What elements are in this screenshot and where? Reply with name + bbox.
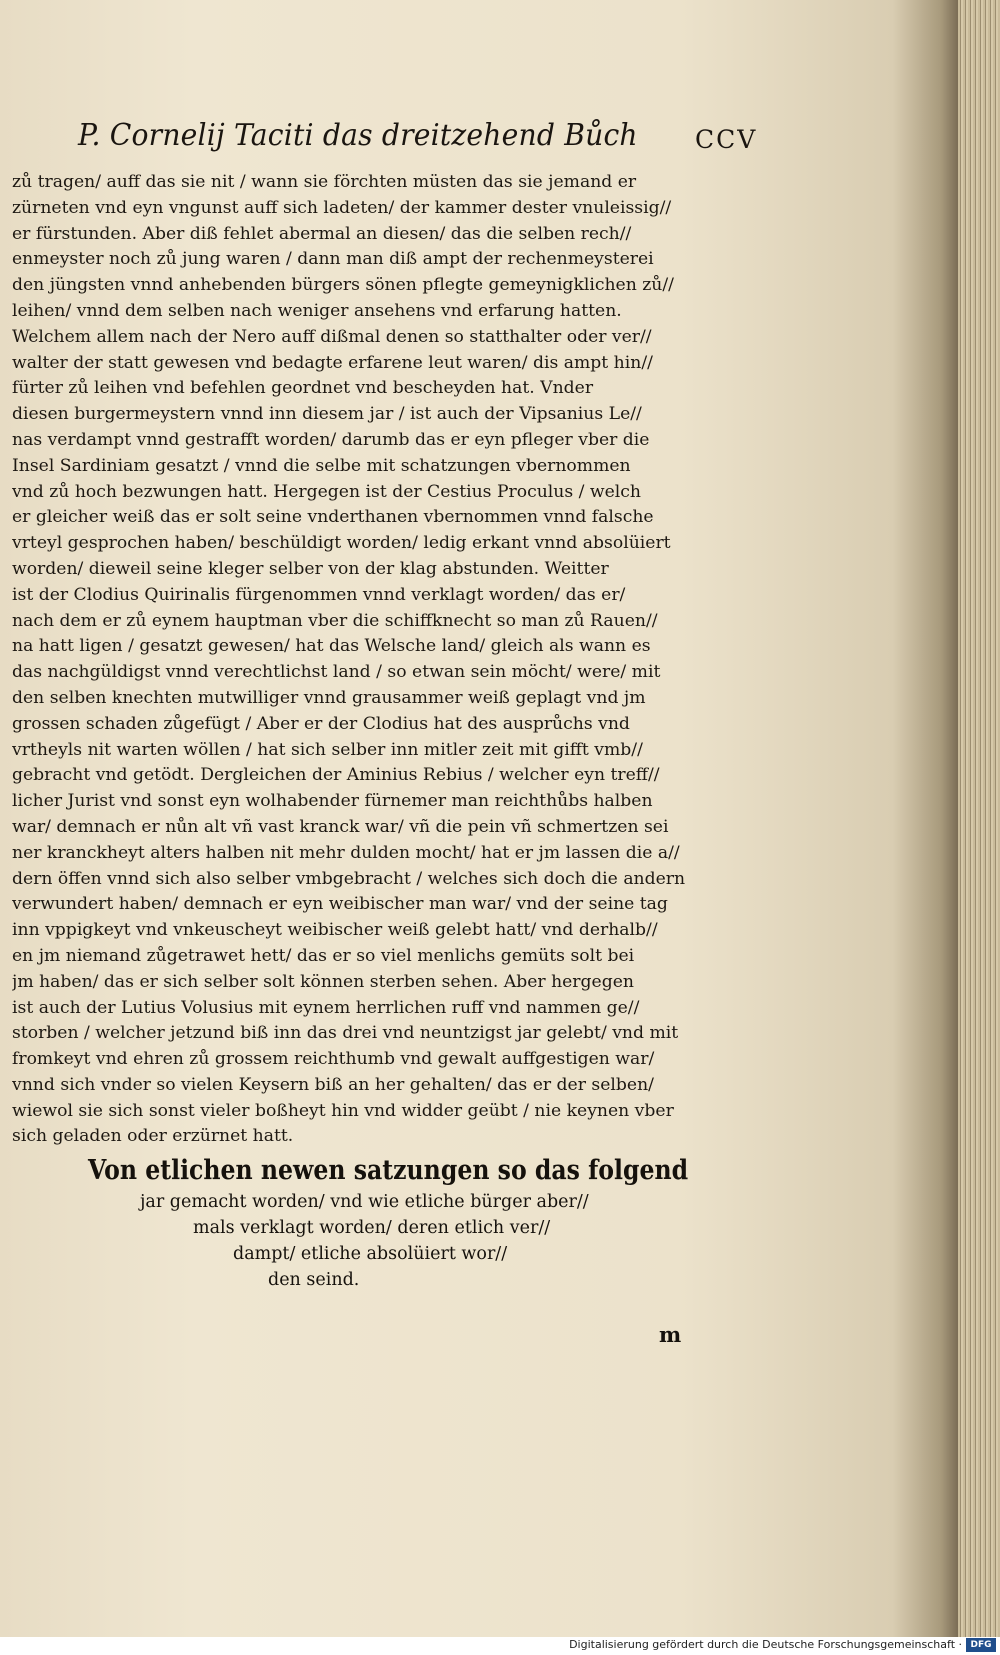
text-line: vnd zů hoch bezwungen hatt. Hergegen ist der Cestius Proculus / welch bbox=[12, 481, 641, 502]
text-line: dern öffen vnnd sich also selber vmbgebracht / welches sich doch die andern bbox=[12, 868, 686, 889]
text-line: ner kranckheyt alters halben nit mehr dulden mocht/ hat er jm lassen die a// bbox=[12, 842, 680, 863]
text-line: fromkeyt vnd ehren zů grossem reichthumb vnd gewalt auffgestigen war/ bbox=[12, 1049, 655, 1070]
text-line: fürter zů leihen vnd befehlen geordnet vnd bescheyden hat. Vnder bbox=[12, 378, 594, 399]
text-line: ist der Clodius Quirinalis fürgenommen vnnd verklagt worden/ das er/ bbox=[12, 584, 626, 605]
text-line: licher Jurist vnd sonst eyn wolhabender fürnemer man reichthůbs halben bbox=[12, 791, 653, 812]
text-line: nas verdampt vnnd gestrafft worden/ darumb das er eyn pfleger vber die bbox=[12, 429, 650, 450]
text-line: vrteyl gesprochen haben/ beschüldigt worden/ ledig erkant vnnd absolüiert bbox=[12, 533, 671, 554]
text-line: enmeyster noch zů jung waren / dann man diß ampt der rechenmeysterei bbox=[12, 249, 654, 270]
text-line: zürneten vnd eyn vngunst auff sich ladeten/ der kammer dester vnuleissig// bbox=[12, 197, 672, 218]
text-line: er fürstunden. Aber diß fehlet abermal an diesen/ das die selben rech// bbox=[12, 223, 632, 244]
text-line: worden/ dieweil seine kleger selber von der klag abstunden. Weitter bbox=[12, 558, 609, 579]
text-line: walter der statt gewesen vnd bedagte erfarene leut waren/ dis ampt hin// bbox=[12, 352, 653, 373]
text-line: grossen schaden zůgefügt / Aber er der Clodius hat des ausprůchs vnd bbox=[12, 713, 630, 734]
text-line: na hatt ligen / gesatzt gewesen/ hat das Welsche land/ gleich als wann es bbox=[12, 636, 651, 657]
text-line: Insel Sardiniam gesatzt / vnnd die selbe mit schatzungen vbernommen bbox=[12, 455, 631, 476]
section-heading-title: Von etlichen newen satzungen so das folgend bbox=[88, 1155, 689, 1186]
text-line: vrtheyls nit warten wöllen / hat sich selber inn mitler zeit mit gifft vmb// bbox=[12, 739, 643, 760]
text-line: leihen/ vnnd dem selben nach weniger ansehens vnd erfarung hatten. bbox=[12, 300, 622, 321]
text-line: ist auch der Lutius Volusius mit eynem herrlichen ruff vnd nammen ge// bbox=[12, 997, 640, 1018]
text-line: nach dem er zů eynem hauptman vber die schiffknecht so man zů Rauen// bbox=[12, 610, 658, 631]
running-head: P. Cornelij Taciti das dreitzehend Bůch bbox=[78, 118, 638, 153]
footer-credit: Digitalisierung gefördert durch die Deutsche Forschungsgemeinschaft · bbox=[569, 1638, 962, 1651]
text-line: storben / welcher jetzund biß inn das drei vnd neuntzigst jar gelebt/ vnd mit bbox=[12, 1023, 679, 1044]
text-line: sich geladen oder erzürnet hatt. bbox=[12, 1126, 294, 1147]
text-line: verwundert haben/ demnach er eyn weibischer man war/ vnd der seine tag bbox=[12, 894, 668, 915]
text-line: diesen burgermeystern vnnd inn diesem jar / ist auch der Vipsanius Le// bbox=[12, 404, 642, 425]
text-line: jm haben/ das er sich selber solt können sterben sehen. Aber hergegen bbox=[12, 971, 634, 992]
text-line: wiewol sie sich sonst vieler boßheyt hin vnd widder geübt / nie keynen vber bbox=[12, 1100, 674, 1121]
text-line: den selben knechten mutwilliger vnnd grausammer weiß geplagt vnd jm bbox=[12, 687, 646, 708]
text-line: er gleicher weiß das er solt seine vnderthanen vbernommen vnnd falsche bbox=[12, 507, 654, 528]
text-line: en jm niemand zůgetrawet hett/ das er so viel menlichs gemüts solt bei bbox=[12, 945, 635, 966]
text-line: das nachgüldigst vnnd verechtlichst land / so etwan sein möcht/ were/ mit bbox=[12, 662, 661, 683]
body-text bbox=[12, 170, 772, 1150]
folio-number: CCV bbox=[695, 125, 758, 154]
text-line: vnnd sich vnder so vielen Keysern biß an her gehalten/ das er der selben/ bbox=[12, 1074, 654, 1095]
dfg-logo-icon: DFG bbox=[966, 1638, 996, 1652]
section-heading-line: mals verklagt worden/ deren etlich ver// bbox=[193, 1218, 551, 1238]
section-heading-line: dampt/ etliche absolüiert wor// bbox=[233, 1244, 508, 1264]
text-line: inn vppigkeyt vnd vnkeuscheyt weibischer weiß gelebt hatt/ vnd derhalb// bbox=[12, 920, 658, 941]
text-line: Welchem allem nach der Nero auff dißmal denen so statthalter oder ver// bbox=[12, 326, 652, 347]
catchword: m bbox=[659, 1322, 682, 1347]
section-heading bbox=[88, 1153, 728, 1293]
section-heading-line: jar gemacht worden/ vnd wie etliche bürger aber// bbox=[140, 1192, 589, 1212]
text-line: den jüngsten vnnd anhebenden bürgers sönen pflegte gemeynigklichen zů// bbox=[12, 275, 674, 296]
text-line: war/ demnach er nůn alt vñ vast kranck war/ vñ die pein vñ schmertzen sei bbox=[12, 816, 669, 837]
section-heading-line: den seind. bbox=[268, 1270, 360, 1290]
text-line: zů tragen/ auff das sie nit / wann sie förchten müsten das sie jemand er bbox=[12, 172, 637, 192]
text-line: gebracht vnd getödt. Dergleichen der Aminius Rebius / welcher eyn treff// bbox=[12, 765, 660, 786]
page-edge bbox=[958, 0, 1000, 1640]
